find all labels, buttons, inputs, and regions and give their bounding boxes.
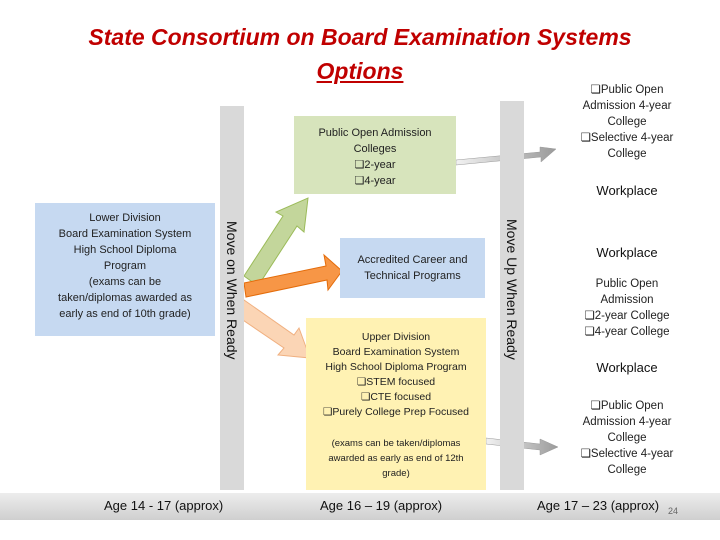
box-line: ❏2-year	[354, 159, 396, 171]
box-note-line: (exams can be taken/diplomas	[331, 438, 461, 449]
option-line: College	[607, 116, 647, 128]
age-label-middle: Age 16 – 19 (approx)	[320, 498, 443, 513]
box-line: Accredited Career and	[357, 254, 468, 266]
box-line: ❏STEM focused	[356, 376, 436, 388]
option-line: ❏Public Open	[590, 84, 664, 96]
box-note-line: grade)	[382, 468, 410, 479]
box-line: Program	[103, 260, 147, 272]
move-up-label: Move Up When Ready	[504, 219, 520, 360]
box-line: (exams can be	[88, 276, 162, 288]
option-line: ❏Selective 4-year	[580, 132, 674, 144]
workplace-3: Workplace	[596, 360, 658, 375]
public-open-admission-options	[556, 276, 698, 344]
option-line: Admission 4-year	[582, 100, 672, 112]
option-line: ❏4-year College	[584, 326, 670, 338]
accredited-programs-box	[340, 238, 485, 298]
box-line: taken/diplomas awarded as	[58, 292, 192, 304]
option-line: College	[607, 464, 647, 476]
upper-division-box	[306, 318, 486, 490]
option-line: College	[607, 148, 647, 160]
box-line: Lower Division	[89, 212, 161, 224]
box-line: High School Diploma Program	[325, 361, 467, 373]
workplace-2: Workplace	[596, 245, 658, 260]
top-college-options	[556, 82, 698, 168]
option-line: Admission 4-year	[582, 416, 672, 428]
move-on-label: Move on When Ready	[224, 221, 240, 360]
page-subtitle: Options	[316, 58, 404, 84]
box-line: Board Examination System	[332, 346, 460, 358]
option-line: ❏Selective 4-year	[580, 448, 674, 460]
box-line: ❏Purely College Prep Focused	[323, 406, 469, 418]
option-line: Admission	[600, 294, 654, 306]
box-line: ❏4-year	[354, 175, 396, 187]
box-line: Board Examination System	[58, 228, 192, 240]
option-line: Public Open	[595, 278, 659, 290]
box-line: Public Open Admission	[318, 127, 432, 139]
page-number: 24	[668, 506, 679, 516]
workplace-1: Workplace	[596, 183, 658, 198]
box-line: High School Diploma	[73, 244, 177, 256]
age-label-right: Age 17 – 23 (approx)	[537, 498, 660, 513]
age-label-left: Age 14 - 17 (approx)	[104, 498, 224, 513]
box-line: Technical Programs	[364, 270, 461, 282]
public-open-admission-box	[294, 116, 456, 194]
page-title: State Consortium on Board Examination Systems	[88, 24, 632, 50]
box-note-line: awarded as early as end of 12th	[328, 453, 464, 464]
box-line: Upper Division	[361, 331, 431, 343]
box-line: Colleges	[353, 143, 397, 155]
option-line: ❏2-year College	[584, 310, 670, 322]
option-line: College	[607, 432, 647, 444]
option-line: ❏Public Open	[590, 400, 664, 412]
arrow-to-upper-division	[234, 300, 310, 358]
lower-division-box	[35, 203, 215, 336]
bottom-college-options	[556, 398, 698, 484]
box-line: early as end of 10th grade)	[59, 308, 191, 320]
box-line: ❏CTE focused	[360, 391, 432, 403]
